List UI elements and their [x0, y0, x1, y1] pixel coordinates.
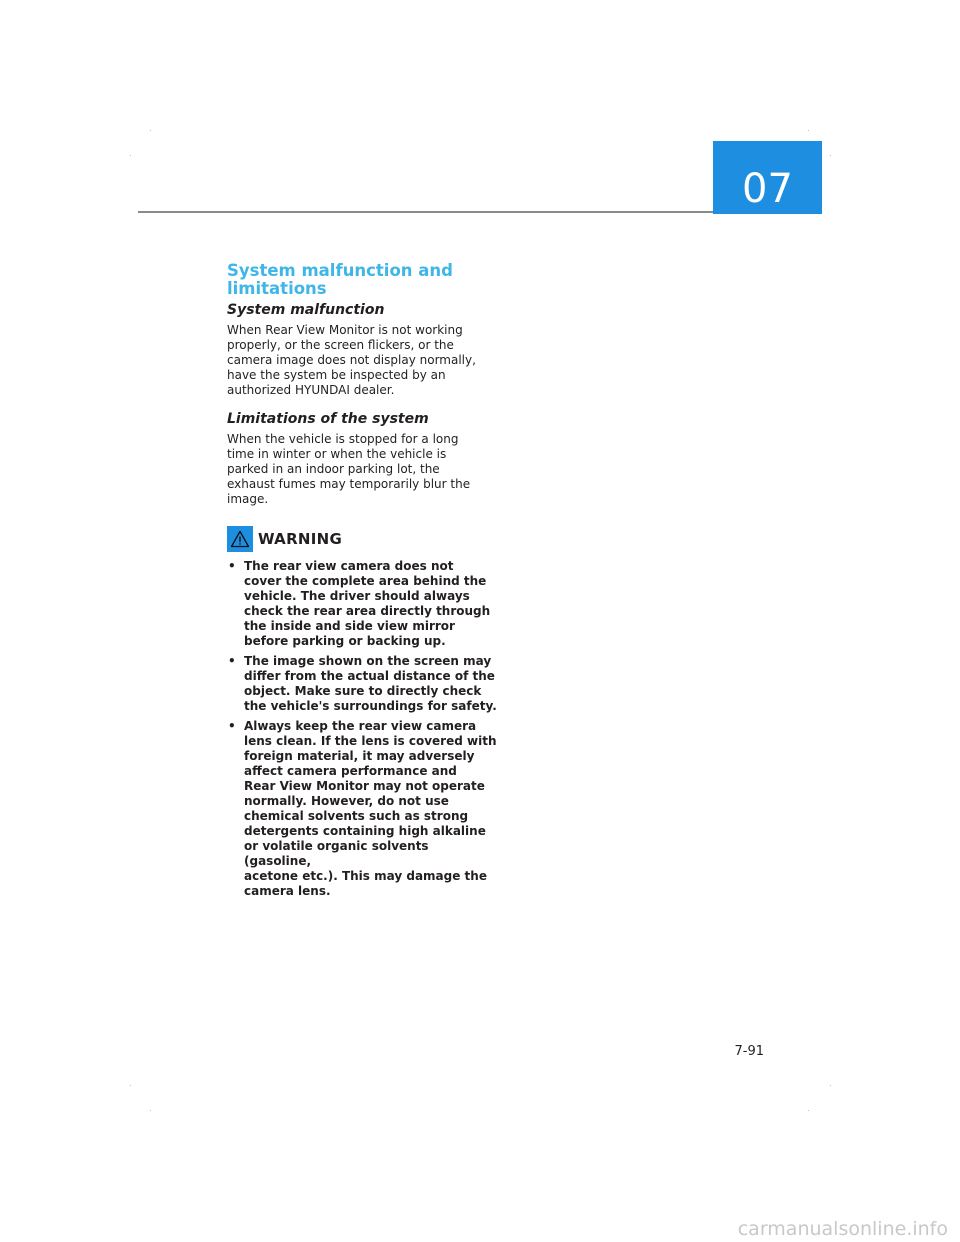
crop-mark	[130, 1085, 131, 1086]
bullet: •	[228, 654, 236, 668]
limitations-heading: Limitations of the system	[227, 411, 429, 427]
warning-label: WARNING	[258, 530, 343, 548]
warning-item-text: The image shown on the screen may differ from the actual distance of the object. Make sure to directly check the vehicle's surroundings for safety.	[244, 654, 497, 713]
limitations-body: When the vehicle is stopped for a long time in winter or when the vehicle is parked in an indoor parking lot, the exhaust fumes may temporarily blur the image.	[227, 432, 471, 506]
page-number: 7-91	[734, 1044, 764, 1059]
crop-mark	[830, 1085, 831, 1086]
bullet: •	[228, 719, 236, 733]
crop-mark	[150, 130, 151, 131]
list-item	[227, 559, 497, 649]
bullet: •	[228, 559, 236, 573]
warning-item-text: The rear view camera does not cover the complete area behind the vehicle. The driver should always check the rear area directly through the inside and side view mirror before parking or backing up.	[244, 559, 491, 648]
section-title	[227, 262, 497, 298]
watermark: carmanualsonline.info	[737, 1218, 948, 1240]
crop-mark	[150, 1110, 151, 1111]
warning-triangle-icon	[227, 526, 253, 552]
section-title-line1: System malfunction and	[227, 261, 453, 280]
warning-header	[227, 526, 497, 552]
list-item	[227, 719, 497, 899]
content-column	[227, 262, 497, 904]
warning-list	[227, 559, 497, 899]
crop-mark	[808, 130, 809, 131]
warning-item-text: Always keep the rear view camera lens clean. If the lens is covered with foreign material, it may adversely affect camera performance and Rear View Monitor may not operate normally. However, do not use chemical solvents such as strong detergents containing high alkaline or volatile organic solvents (gasoline, acetone etc.). This may damage the camera lens.	[244, 719, 497, 898]
crop-mark	[808, 1110, 809, 1111]
malfunction-heading: System malfunction	[227, 302, 385, 318]
header-rule	[138, 211, 713, 213]
crop-mark	[830, 155, 831, 156]
crop-mark	[130, 155, 131, 156]
section-title-line2: limitations	[227, 279, 327, 298]
chapter-tab: 07	[713, 141, 822, 214]
list-item	[227, 654, 497, 714]
malfunction-body: When Rear View Monitor is not working properly, or the screen flickers, or the camera image does not display normally, have the system be inspected by an authorized HYUNDAI dealer.	[227, 323, 476, 397]
